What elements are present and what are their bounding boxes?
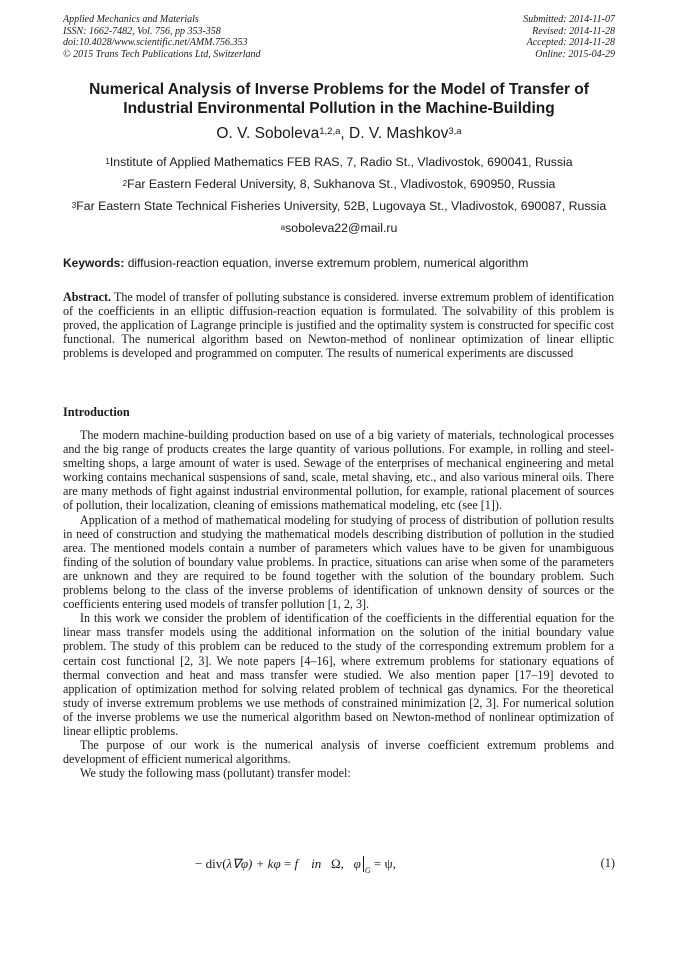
affiliation-2-mark: 2 (122, 179, 128, 188)
author-1-affiliation-marks: 1,2,a (319, 126, 341, 137)
eq-phi-boundary: φ (353, 856, 361, 871)
journal-name: Applied Mechanics and Materials (63, 14, 199, 25)
title-line-2: Industrial Environmental Pollution in the Machine-Building (123, 100, 555, 117)
journal-header-right (523, 14, 615, 60)
online-date: Online: 2015-04-29 (535, 48, 615, 60)
email-line (40, 221, 638, 236)
equation-number: (1) (600, 856, 615, 870)
abstract-text: The model of transfer of polluting substance is considered. inverse extremum problem of identification of the coefficients in an elliptic diffusion-reaction equation is formulated. The solvability of this problem is proved, the application of Lagrange principle is justified and the optimality system is constructed for specific cost functional. The numerical algorithm based on Newton-method of nonlinear optimization of linear elliptic problems is developed and programmed on computer. The results of numerical experiments are discussed (63, 290, 614, 361)
title-line-1: Numerical Analysis of Inverse Problems for the Model of Transfer of (89, 81, 589, 98)
abstract-label: Abstract. (63, 290, 112, 304)
equation-1 (195, 856, 615, 878)
affiliation-3-text: Far Eastern State Technical Fisheries University, 52B, Lugovaya St., Vladivostok, 690087, Russia (76, 199, 607, 213)
eq-gradient-term: ∇φ) + (232, 856, 268, 871)
author-2-name: D. V. Mashkov (349, 125, 449, 142)
intro-paragraph-3: In this work we consider the problem of identification of the coefficients in the differential equation for the linear mass transfer models using the additional information on the solution of the initial boundary value problem. The study of this problem can be reduced to the study of the corresponding extremum problem for a certain cost functional [2, 3]. We note papers [4–16], where extremum problems for stationary equations of thermal convection and heat and mass transfer were studied. We also mention paper [17–19] devoted to application of optimization method for solving related problem of technical gas dynamics. For the theoretical study of inverse extremum problems we use methods of constrained minimization [2, 3]. For numerical solution of the inverse problems we use the numerical algorithm based on Newton-method of nonlinear optimization of linear elliptic problems. (63, 611, 614, 738)
eq-restriction-bar (363, 856, 364, 872)
journal-header-left (63, 14, 261, 60)
keywords-text: diffusion-reaction equation, inverse extremum problem, numerical algorithm (124, 256, 529, 270)
keywords (63, 256, 623, 270)
intro-paragraph-2: Application of a method of mathematical modeling for studying of process of distribution of pollution results in need of construction and studying the mathematical models describing distribution of pollution in the studied area. The mentioned models contain a number of parameters which values have to be given for unambiguous finding of the solution of boundary value problems. In practice, situations can arise when some of the parameters are unknown and they are required to be found together with the solution of the boundary problem. Such problems belong to the class of the inverse problems of identification of unknown density of sources or the coefficients entering used models of transfer pollution [1, 2, 3]. (63, 512, 614, 612)
affiliation-1 (40, 155, 638, 170)
eq-f: f (294, 856, 299, 871)
author-1-name: O. V. Soboleva (216, 125, 320, 142)
eq-div-term: − div( (195, 856, 227, 871)
doi: doi:10.4028/www.scientific.net/AMM.756.353 (63, 37, 248, 49)
affiliation-2-text: Far Eastern Federal University, 8, Sukhanova St., Vladivostok, 690950, Russia (127, 177, 556, 191)
affiliation-2 (40, 177, 638, 192)
intro-paragraph-5: We study the following mass (pollutant) transfer model: (80, 766, 351, 781)
affiliation-1-text: Institute of Applied Mathematics FEB RAS, 7, Radio St., Vladivostok, 690041, Russia (109, 155, 573, 169)
eq-omega: Ω, (331, 856, 344, 871)
eq-lambda: λ (226, 856, 233, 871)
author-list (50, 124, 628, 144)
revised-date: Revised: 2014-11-28 (532, 25, 615, 37)
accepted-date: Accepted: 2014-11-28 (526, 37, 615, 49)
author-email: soboleva22@mail.ru (285, 221, 398, 235)
eq-psi: = ψ, (370, 856, 396, 871)
intro-paragraph-4: The purpose of our work is the numerical analysis of inverse coefficient extremum problems and development of efficient numerical algorithms. (63, 738, 614, 767)
eq-equals: = (280, 856, 295, 871)
author-separator: , (340, 125, 350, 142)
paper-title (50, 80, 628, 118)
author-2-affiliation-marks: 3,a (448, 126, 462, 137)
eq-in: in (311, 856, 322, 871)
copyright: © 2015 Trans Tech Publications Ltd, Switzerland (63, 48, 261, 60)
intro-paragraph-1: The modern machine-building production based on use of a big variety of materials, technological processes and the big range of products creates the large quantity of various pollutions. For example, in rolling and steel-smelting shops, a large amount of water is used. Sewage of the enterprises of mechanical engineering and metal working contains mechanical suspensions of sand, scale, metal shaving, etc., and also various mineral oils. There are many methods of fight against industrial environmental pollution, for example, rational placement of sources of pollution, their localization, cleaning of emissions mathematical modeling, etc (see [1]). (63, 428, 614, 513)
introduction-body (63, 428, 614, 780)
issn: ISSN: 1662-7482, Vol. 756, pp 353-358 (63, 25, 221, 37)
eq-k: k (267, 856, 274, 871)
email-mark: a (280, 223, 286, 232)
equation-formula (195, 856, 396, 875)
eq-phi: φ (273, 856, 281, 871)
submitted-date: Submitted: 2014-11-07 (523, 14, 615, 25)
section-heading-introduction: Introduction (63, 405, 130, 419)
affiliation-3 (40, 199, 638, 214)
eq-subscript-g: G (364, 866, 371, 875)
affiliation-3-mark: 3 (71, 201, 77, 210)
keywords-label: Keywords: (63, 256, 125, 270)
abstract (63, 290, 614, 360)
affiliation-1-mark: 1 (105, 157, 110, 166)
